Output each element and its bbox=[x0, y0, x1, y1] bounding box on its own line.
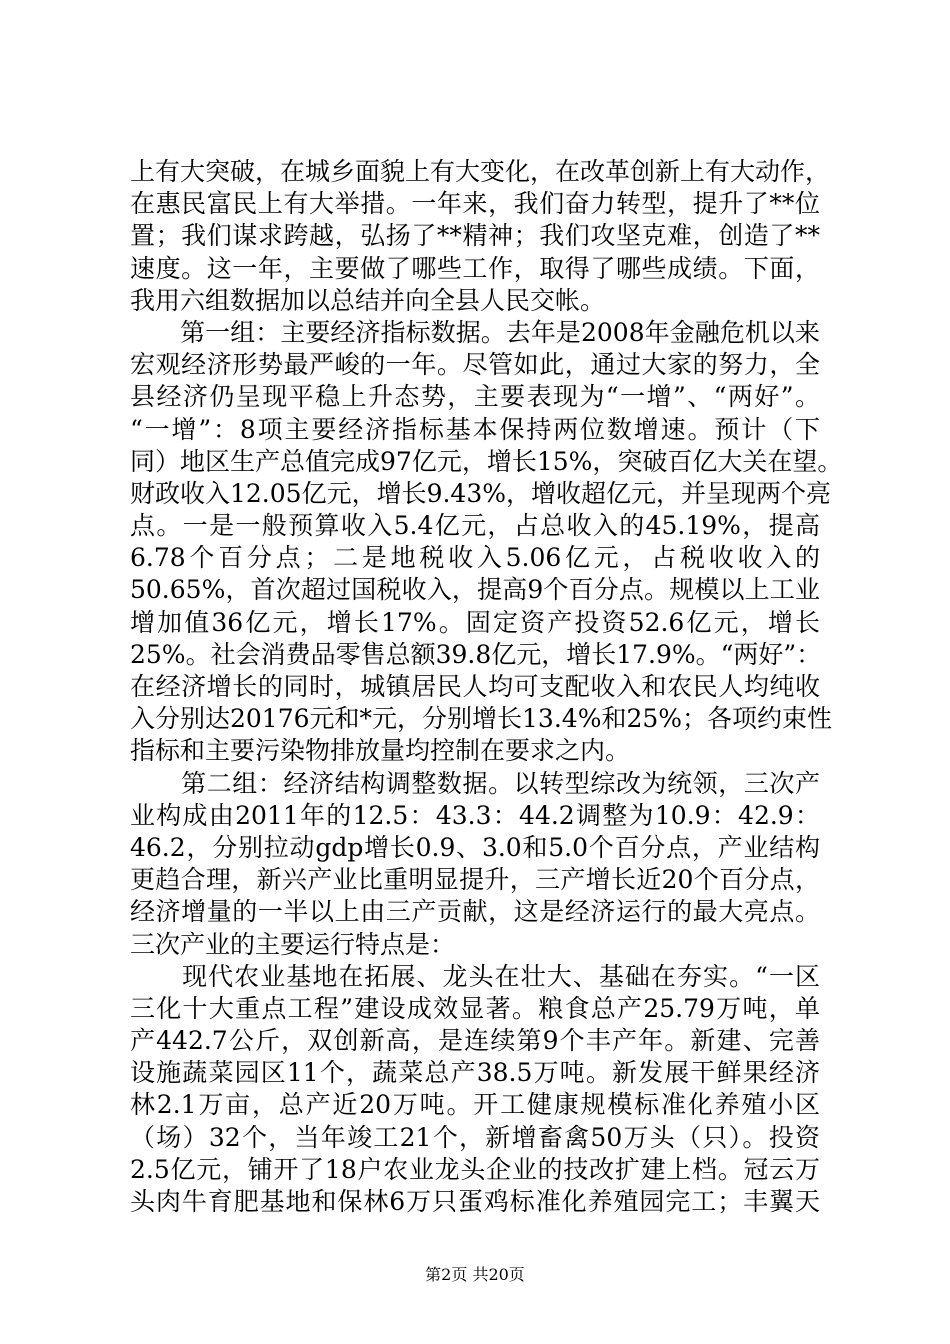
page-footer bbox=[0, 1262, 950, 1285]
text-line: 46.2，分别拉动gdp增长0.9、3.0和5.0个百分点，产业结构 bbox=[130, 832, 820, 862]
text-line: 财政收入12.05亿元，增长9.43%，增收超亿元，并呈现两个亮 bbox=[130, 478, 831, 508]
text-line: 设施蔬菜园区11个，蔬菜总产38.5万吨。新发展干鲜果经济 bbox=[130, 1058, 820, 1088]
text-line: 2.5亿元，铺开了18户农业龙头企业的技改扩建上档。冠云万 bbox=[130, 1154, 820, 1184]
text-line: 产442.7公斤，双创新高，是连续第9个丰产年。新建、完善 bbox=[130, 1026, 820, 1056]
text-line: 林2.1万亩，总产近20万吨。开工健康规模标准化养殖小区 bbox=[130, 1090, 820, 1120]
text-line: 在经济增长的同时，城镇居民人均可支配收入和农民人均纯收 bbox=[130, 672, 820, 701]
text-line: 三化十大重点工程”建设成效显著。粮食总产25.79万吨，单 bbox=[130, 993, 820, 1023]
text-line: “一增”：8项主要经济指标基本保持两位数增速。预计（下 bbox=[130, 414, 820, 444]
text-line: 更趋合理，新兴产业比重明显提升，三产增长近20个百分点， bbox=[130, 865, 820, 895]
text-line: 第二组：经济结构调整数据。以转型综改为统领，三次产 bbox=[130, 768, 820, 798]
text-line: 50.65%，首次超过国税收入，提高9个百分点。规模以上工业 bbox=[130, 575, 820, 605]
text-line: 县经济仍呈现平稳上升态势，主要表现为“一增”、“两好”。 bbox=[130, 382, 820, 412]
page-number: 第2页 共20页 bbox=[425, 1265, 525, 1284]
text-line: 三次产业的主要运行特点是： bbox=[130, 929, 456, 959]
text-line: 点。一是一般预算收入5.4亿元，占总收入的45.19%，提高 bbox=[130, 511, 820, 541]
text-line: 现代农业基地在拓展、龙头在壮大、基础在夯实。“一区 bbox=[130, 961, 820, 991]
text-line: 头肉牛育肥基地和保林6万只蛋鸡标准化养殖园完工；丰翼天 bbox=[130, 1187, 820, 1216]
text-line: 25%。社会消费品零售总额39.8亿元，增长17.9%。“两好”： bbox=[130, 639, 822, 669]
text-line: 入分别达20176元和*元，分别增长13.4%和25%；各项约束性 bbox=[130, 704, 833, 734]
text-line: 速度。这一年，主要做了哪些工作，取得了哪些成绩。下面， bbox=[130, 253, 820, 283]
text-line: 增加值36亿元，增长17%。固定资产投资52.6亿元，增长 bbox=[130, 607, 820, 637]
text-line: 经济增量的一半以上由三产贡献，这是经济运行的最大亮点。 bbox=[130, 897, 820, 927]
text-line: 同）地区生产总值完成97亿元，增长15%，突破百亿大关在望。 bbox=[130, 446, 843, 476]
text-line: 第一组：主要经济指标数据。去年是2008年金融危机以来 bbox=[130, 317, 820, 347]
text-line: 业构成由2011年的12.5：43.3：44.2调整为10.9：42.9： bbox=[130, 800, 820, 830]
text-line: 6.78个百分点；二是地税收入5.06亿元，占税收收入的 bbox=[130, 543, 820, 573]
text-line: 在惠民富民上有大举措。一年来，我们奋力转型，提升了**位 bbox=[130, 189, 820, 219]
document-body bbox=[130, 156, 843, 1218]
text-line: （场）32个，当年竣工21个，新增畜禽50万头（只）。投资 bbox=[130, 1122, 820, 1152]
text-line: 指标和主要污染物排放量均控制在要求之内。 bbox=[130, 736, 631, 766]
text-line: 置；我们谋求跨越，弘扬了**精神；我们攻坚克难，创造了** bbox=[130, 221, 820, 251]
text-line: 我用六组数据加以总结并向全县人民交帐。 bbox=[130, 285, 606, 315]
text-line: 宏观经济形势最严峻的一年。尽管如此，通过大家的努力，全 bbox=[130, 350, 820, 380]
text-line: 上有大突破，在城乡面貌上有大变化，在改革创新上有大动作， bbox=[130, 157, 831, 186]
